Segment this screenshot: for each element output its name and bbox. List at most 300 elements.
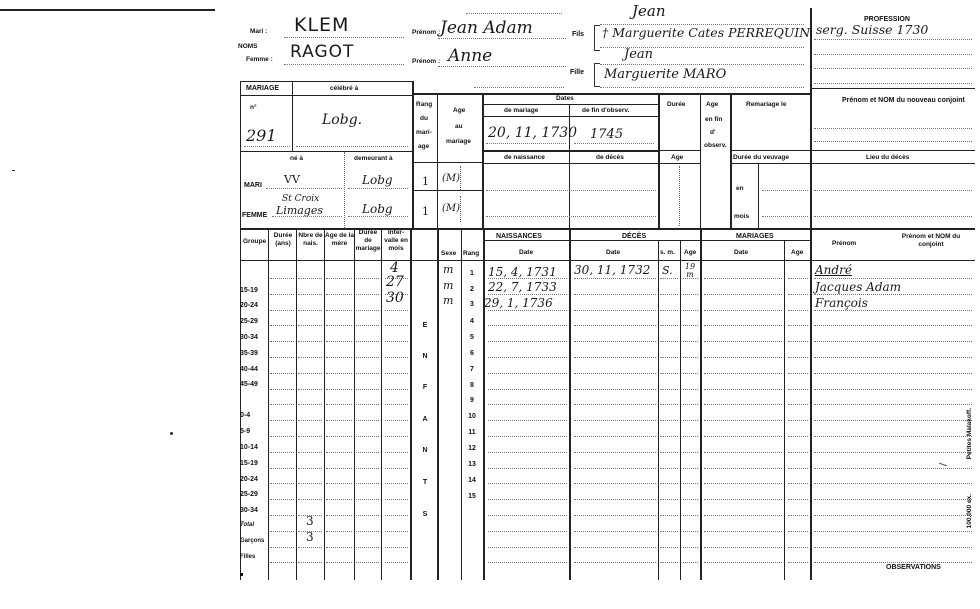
row-rule (704, 531, 782, 532)
mariage-date-line (486, 143, 566, 144)
row-rule (814, 373, 972, 374)
row-rule (683, 310, 698, 311)
mari-name-line (284, 37, 404, 38)
deces-age-label: Age (684, 249, 697, 256)
row-rule (298, 499, 322, 500)
row-rule (326, 531, 352, 532)
row-rule (488, 562, 567, 563)
row-rule (574, 278, 656, 279)
veuvage-rule (730, 163, 810, 164)
mariage-title: MARIAGE (246, 85, 280, 92)
row-rule (385, 547, 408, 548)
row-rule (326, 547, 352, 548)
filles-label: Filles (240, 554, 256, 560)
place-line (296, 146, 408, 147)
row-rule (814, 499, 972, 500)
row-rule (788, 499, 808, 500)
row-rule (660, 483, 678, 484)
naissances-sub-rule (483, 240, 810, 241)
number-line (244, 146, 290, 147)
date-mariage-value: 20, 11, 1730 (488, 125, 578, 141)
age-fin-label-1: Age (706, 101, 719, 108)
row-rule (326, 436, 352, 437)
row-rule (488, 389, 567, 390)
row-rule (574, 483, 656, 484)
row-rule (488, 436, 567, 437)
row-rule (704, 452, 782, 453)
date-fin-obs-value: 1745 (590, 127, 624, 142)
mari-age: (M) (442, 173, 461, 184)
row-rule (385, 562, 408, 563)
row-rule (326, 373, 352, 374)
groupe-bottom-2: 10-14 (240, 444, 258, 451)
row-rule (574, 357, 656, 358)
row-rule (356, 468, 379, 469)
row-rule (270, 562, 294, 563)
row-rule (683, 294, 698, 295)
col-naissance-right (569, 228, 571, 580)
row-rule (270, 341, 294, 342)
row-rule (683, 562, 698, 563)
row-rule (326, 468, 352, 469)
age-mere-label: Age de la mère (325, 232, 354, 247)
mariages-age-label: Age (791, 249, 804, 256)
lieu-line-2 (814, 216, 972, 217)
col-nbre-right (324, 228, 325, 580)
child-3-naissance: 29, 1, 1736 (484, 296, 553, 310)
total-label: Total (240, 522, 255, 528)
rang-15: 15 (468, 493, 476, 500)
date-mariage-label: de mariage (504, 107, 539, 114)
prof-line-2 (814, 54, 972, 55)
top-left-rule (0, 9, 215, 11)
age-fin-label-2: en fin (705, 116, 723, 123)
col-intervalle-right (410, 228, 412, 580)
femme-label: Femme : (246, 56, 273, 63)
sexe-label: Sexe (441, 250, 457, 257)
row-rule (574, 452, 656, 453)
row-rule (683, 341, 698, 342)
age-col-dots (679, 166, 680, 226)
row-rule (814, 420, 972, 421)
row-rule (788, 294, 808, 295)
scan-mark (12, 170, 15, 171)
nouveau-conjoint-label: Prénom et NOM du nouveau conjoint (842, 97, 965, 104)
row-rule (356, 389, 379, 390)
row-rule (488, 420, 567, 421)
child-1-naissance: 15, 4, 1731 (488, 265, 557, 279)
row-rule (488, 499, 567, 500)
child-3-prenom: François (815, 296, 868, 310)
row-rule (385, 357, 408, 358)
femme-rang: 1 (422, 205, 429, 218)
enfants-letter-3: A (422, 416, 428, 423)
veuvage-line-2 (762, 216, 808, 217)
row-rule (385, 341, 408, 342)
row-rule (385, 531, 408, 532)
row-rule (683, 404, 698, 405)
row-rule (270, 436, 294, 437)
mari-name: KLEM (294, 14, 350, 36)
row-rule (660, 310, 678, 311)
row-rule (326, 452, 352, 453)
child-1-age: 19 m (684, 262, 696, 279)
age-label-2: au (455, 123, 463, 130)
child-2-naissance: 22, 7, 1733 (488, 280, 557, 294)
row-rule (788, 357, 808, 358)
mari-label: Mari : (250, 28, 268, 35)
rang-label-1: Rang (416, 101, 433, 108)
row-rule (385, 373, 408, 374)
row-rule (704, 515, 782, 516)
dates-mid-rule (482, 150, 658, 152)
row-rule (298, 278, 322, 279)
row-rule (298, 404, 322, 405)
row-rule (788, 562, 808, 563)
row-rule (488, 325, 567, 326)
row-rule (356, 404, 379, 405)
row-rule (704, 278, 782, 279)
enfants-letter-2: F (422, 384, 428, 391)
row-rule (385, 515, 408, 516)
row-rule (298, 389, 322, 390)
row-rule (385, 483, 408, 484)
row-rule (660, 499, 678, 500)
enfants-letter-6: S (422, 511, 428, 518)
row-rule (814, 389, 972, 390)
row-rule (574, 436, 656, 437)
mariages-label: MARIAGES (736, 233, 774, 240)
row-rule (814, 357, 972, 358)
row-rule (660, 325, 678, 326)
fils-mother-line (600, 47, 804, 48)
en-label: en (736, 185, 744, 192)
row-rule (660, 389, 678, 390)
femme-demeurant: Lobg (362, 202, 393, 216)
row-rule (683, 373, 698, 374)
row-rule (704, 373, 782, 374)
row-rule (683, 531, 698, 532)
groupe-bottom-4: 20-24 (240, 476, 258, 483)
row-rule (385, 468, 408, 469)
rang-7: 7 (470, 366, 474, 373)
row-rule (788, 483, 808, 484)
rang-9: 9 (470, 397, 474, 404)
child-1-deces: 30, 11, 1732 (574, 263, 651, 277)
mari-dem-line (348, 188, 408, 189)
fille-father: Jean (624, 47, 654, 62)
row-rule (704, 499, 782, 500)
row-rule (574, 373, 656, 374)
rang-14: 14 (468, 477, 476, 484)
row-rule (326, 310, 352, 311)
age-fin-label-3: d' (710, 129, 716, 136)
no-label: n° (250, 104, 257, 111)
row-rule (704, 562, 782, 563)
prenom-bottom-line (474, 87, 564, 88)
groupe-top-6: 45-49 (240, 381, 258, 388)
fils-father-line (600, 24, 804, 25)
row-rule (574, 420, 656, 421)
row-rule (488, 547, 567, 548)
row-rule (704, 325, 782, 326)
mari-prenom: Jean Adam (440, 18, 533, 38)
child-2-prenom: Jacques Adam (815, 280, 902, 294)
dates-top-rule (412, 93, 810, 95)
row-rule (298, 452, 322, 453)
row-rule (660, 436, 678, 437)
row-rule (574, 325, 656, 326)
table-top-rule (240, 228, 975, 230)
rang-label-3: mari- (416, 129, 432, 136)
row-rule (488, 452, 567, 453)
row-rule (704, 357, 782, 358)
rang-5: 5 (470, 334, 474, 341)
row-rule (326, 515, 352, 516)
row-rule (385, 499, 408, 500)
prof-line-4 (814, 83, 972, 84)
row-rule (814, 436, 972, 437)
duree-rule (658, 150, 700, 151)
row-rule (704, 468, 782, 469)
row-rule (326, 389, 352, 390)
rang-8: 8 (470, 382, 474, 389)
row-rule (298, 420, 322, 421)
col-deces-date-right (658, 240, 659, 580)
mariage-no-divider (292, 81, 293, 151)
prenom-col-label: Prénom (832, 240, 857, 247)
row-rule (704, 404, 782, 405)
row-rule (660, 278, 678, 279)
groupe-top-3: 30-34 (240, 334, 258, 341)
mari-demeurant: Lobg (362, 173, 393, 187)
col-deces-right (700, 228, 702, 580)
row-rule (814, 404, 972, 405)
conjoint-line-2 (814, 141, 972, 142)
row-rule (298, 436, 322, 437)
groupe-top-5: 40-44 (240, 366, 258, 373)
groupe-bottom-3: 15-19 (240, 460, 258, 467)
conjoint-line-1 (814, 128, 972, 129)
row-rule (270, 310, 294, 311)
lieu-rule (810, 163, 975, 164)
mariage-bottom-rule (240, 151, 412, 152)
col-sm-right (680, 240, 681, 580)
scan-dot (170, 432, 173, 435)
row-rule (488, 357, 567, 358)
rang-mid-line (412, 190, 482, 191)
row-rule (660, 404, 678, 405)
groupe-bottom-0: 0-4 (240, 412, 251, 419)
fin-obs-line (574, 143, 654, 144)
row-rule (574, 389, 656, 390)
row-rule (704, 483, 782, 484)
femme-ne-line (272, 216, 342, 217)
row-rule (788, 373, 808, 374)
rang-10: 10 (468, 413, 476, 420)
naissances-label: NAISSANCES (496, 233, 542, 240)
row-rule (660, 294, 678, 295)
row-rule (298, 325, 322, 326)
row-rule (270, 547, 294, 548)
row-rule (660, 420, 678, 421)
total-value: 3 (306, 514, 314, 528)
fils-label: Fils (572, 31, 585, 38)
bottom-dot (240, 573, 243, 576)
row-rule (488, 341, 567, 342)
prenom-label-mari: Prénom : (412, 29, 441, 36)
rang-11: 11 (468, 429, 476, 436)
row-rule (660, 341, 678, 342)
row-rule (660, 531, 678, 532)
row-rule (683, 468, 698, 469)
row-rule (814, 547, 972, 548)
mari-row-label: MARI (244, 182, 262, 189)
row-rule (356, 325, 379, 326)
naissance-date-label: Date (519, 249, 534, 256)
row-rule (326, 294, 352, 295)
rang-col-label: Rang (463, 250, 480, 257)
row-rule (704, 420, 782, 421)
mariage-left-border (240, 81, 241, 228)
row-rule (488, 404, 567, 405)
prenom-top-line (466, 13, 562, 14)
child-1-intervalle: 4 (390, 260, 399, 276)
rang-2: 2 (470, 286, 474, 293)
dates-sub-rule (482, 104, 658, 105)
row-rule (356, 436, 379, 437)
row-rule (298, 310, 322, 311)
groupe-top-2: 25-29 (240, 318, 258, 325)
row-rule (385, 436, 408, 437)
mari-prenom-line (438, 38, 566, 39)
dates-bottom-line (486, 216, 656, 217)
femme-dem-line (348, 216, 408, 217)
row-rule (488, 373, 567, 374)
conjoint-top-rule (810, 88, 975, 89)
date-naissance-label: de naissance (504, 154, 545, 161)
age-col-label: Age (671, 154, 684, 161)
row-rule (298, 357, 322, 358)
dates-label-rule (482, 116, 658, 117)
dates-title: Dates (556, 95, 574, 102)
row-rule (270, 531, 294, 532)
child-3-intervalle: 30 (386, 290, 404, 306)
row-rule (788, 278, 808, 279)
row-rule (326, 341, 352, 342)
row-rule (326, 420, 352, 421)
groupe-top-0: 15-19 (240, 287, 258, 294)
date-fin-obs-label: de fin d'observ. (582, 107, 630, 114)
row-rule (683, 357, 698, 358)
row-rule (488, 515, 567, 516)
col-dureemar-right (381, 228, 382, 580)
row-rule (270, 404, 294, 405)
nbre-nais-label: Nbre de nais. (298, 232, 323, 247)
row-rule (788, 325, 808, 326)
child-2-sexe: m (443, 279, 454, 292)
fille-label: Fille (570, 69, 585, 76)
femme-age-dots (460, 196, 461, 222)
profession-label: PROFESSION (864, 16, 910, 23)
row-rule (814, 515, 972, 516)
row-rule (298, 373, 322, 374)
row-rule (788, 531, 808, 532)
row-rule (814, 278, 972, 279)
femme-row-label: FEMME (242, 212, 268, 219)
col-agemere-right (354, 228, 355, 580)
remariage-left-border (730, 93, 732, 228)
groupe-bottom-6: 30-34 (240, 507, 258, 514)
row-rule (356, 499, 379, 500)
row-rule (270, 483, 294, 484)
garcons-label: Garçons (240, 538, 265, 544)
enfants-letter-0: E (422, 322, 428, 329)
groupe-bottom-1: 5-9 (240, 428, 251, 435)
mari-rang: 1 (422, 175, 429, 188)
row-rule (326, 325, 352, 326)
row-rule (683, 389, 698, 390)
row-rule (270, 452, 294, 453)
col-mariage-date-right (784, 240, 785, 580)
duree-veuvage-label: Durée du veuvage (733, 154, 789, 161)
row-rule (326, 483, 352, 484)
row-rule (488, 531, 567, 532)
row-rule (788, 420, 808, 421)
side-print: 100.000 ex. (966, 494, 973, 529)
row-rule (788, 341, 808, 342)
ne-demeurant-divider (344, 152, 345, 228)
row-rule (356, 357, 379, 358)
enfants-letter-5: T (422, 479, 428, 486)
duree-left-border (658, 93, 660, 228)
row-rule (356, 420, 379, 421)
table-header-rule (240, 260, 975, 261)
date-deces-label: de décès (596, 154, 624, 161)
row-rule (704, 294, 782, 295)
row-rule (574, 562, 656, 563)
row-rule (814, 531, 972, 532)
row-rule (704, 310, 782, 311)
dates-sub-rule-2 (482, 163, 658, 164)
row-rule (326, 562, 352, 563)
row-rule (356, 278, 379, 279)
side-publisher: Petites Malakoff. (966, 408, 973, 460)
mari-ne: VV (284, 173, 300, 186)
row-rule (660, 562, 678, 563)
row-rule (488, 468, 567, 469)
row-rule (298, 483, 322, 484)
duree-ans-label: Durée (ans) (273, 232, 293, 247)
row-rule (660, 468, 678, 469)
groupe-top-1: 20-24 (240, 302, 258, 309)
age-fin-label-4: observ. (704, 142, 727, 149)
row-rule (326, 404, 352, 405)
row-rule (326, 357, 352, 358)
col-rang-right (483, 228, 485, 580)
rang-13: 13 (468, 461, 476, 468)
row-rule (704, 389, 782, 390)
row-rule (788, 468, 808, 469)
rang-12: 12 (468, 445, 476, 452)
mariage-place: Lobg. (322, 112, 363, 128)
row-rule (574, 341, 656, 342)
row-rule (814, 483, 972, 484)
col-sexe-right (461, 228, 462, 580)
veuvage-divider (758, 163, 759, 228)
dates-mid-line (486, 190, 656, 191)
age-dates-divider (482, 93, 484, 228)
